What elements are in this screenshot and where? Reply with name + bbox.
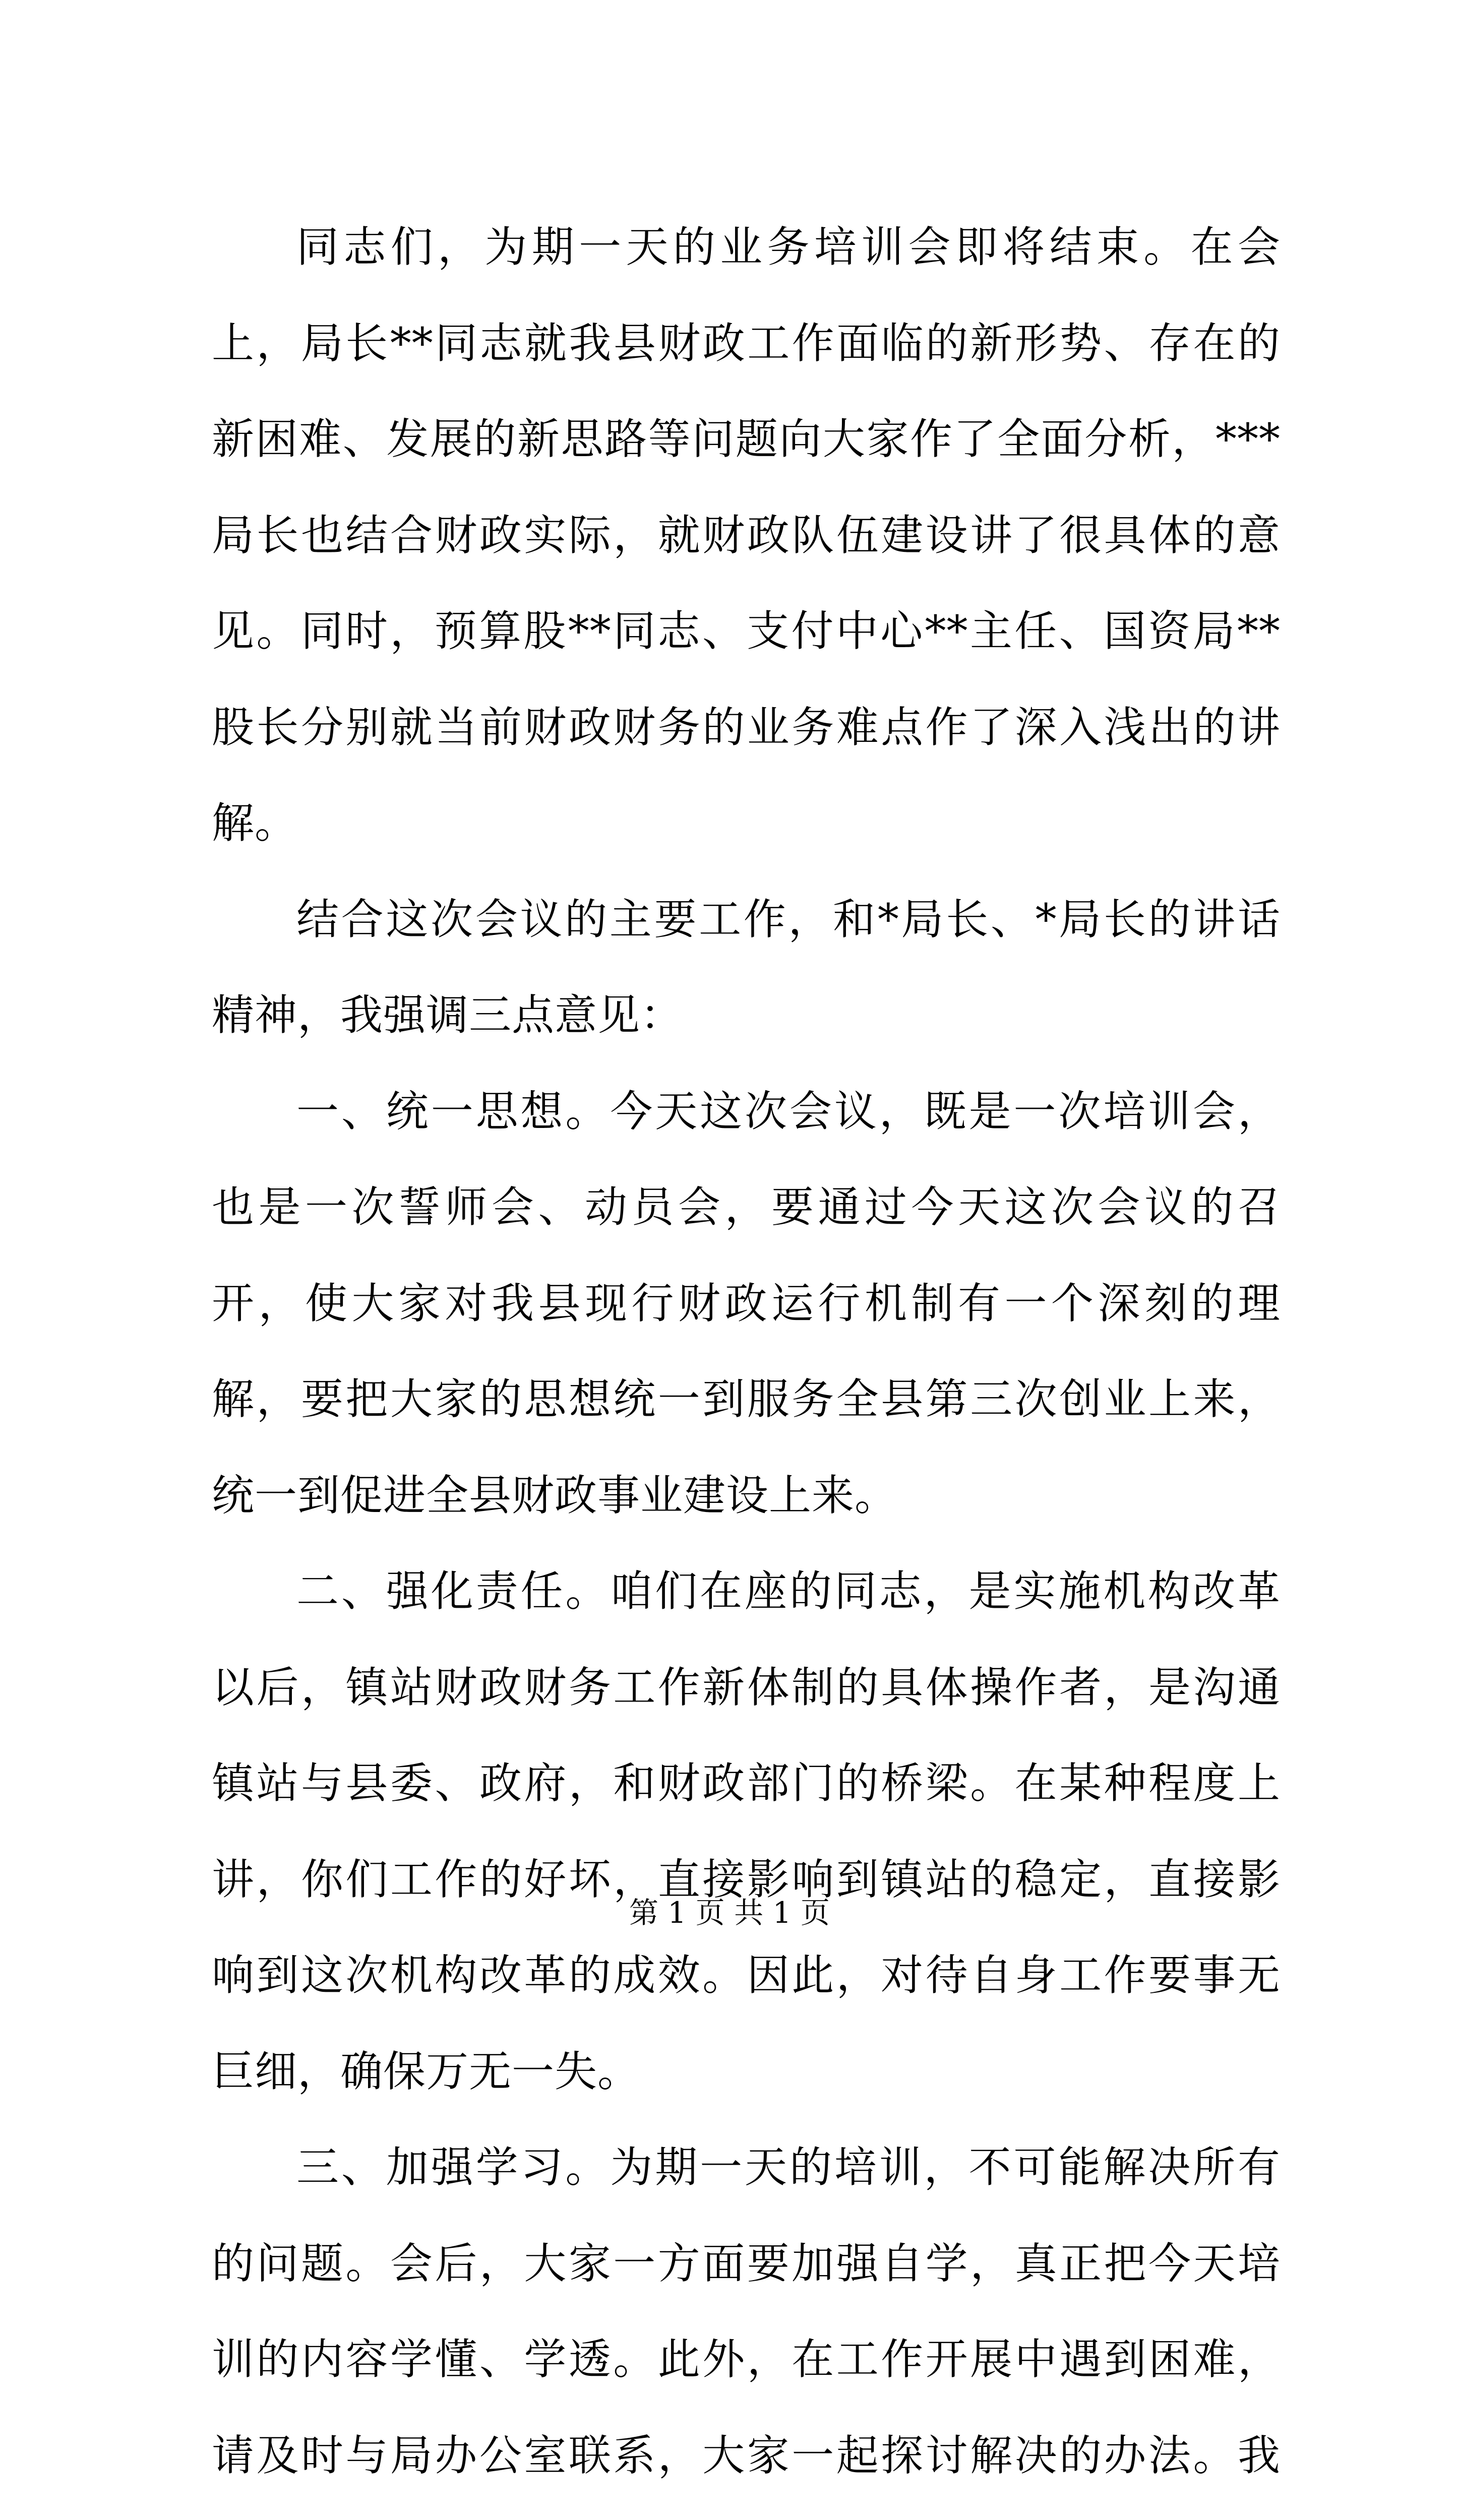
page-number-footer: 第 1 页 共 1 页 [629,1896,830,1930]
paragraph-opening: 同志们，为期一天的业务培训会即将结束。在会上，局长**同志就我县财政工作面临的新形势、存在的新困难、发展的新思路等问题向大家作了全面分析，***局长也结合财政实际，就财政队伍建设讲了很具体的意见。同时，预算股**同志、支付中心**主任、国资局**股长分别就当前财政财务的业务难点作了深入浅出的讲解。 [212,222,1281,848]
paragraph-intro-points: 结合这次会议的主要工作，和*局长、*局长的讲话精神，我强调三点意见： [212,894,1281,1040]
paragraph-point-two: 二、强化责任。咱们在座的同志，是实施机构改革以后，镇站财政财务工作新体制的具体操作者，是沟通镇站与县委、政府，和财政部门的桥梁。在某种程度上讲，你们工作的好坏，直接影响到镇站的稳定，直接影响到这次机构改革的成效。因此，对待自身工作要事无巨细，确保万无一失。 [212,1566,1281,2096]
paragraph-point-one: 一、统一思想。今天这次会议，既是一次培训会，也是一次誓师会、动员会，要通过今天这次会议的召开，使大家对我县现行财政运行机制有一个深刻的理解，要把大家的思想统一到服务全县第三次创业上来，统一到促进全县财政事业建设上来。 [212,1086,1281,1520]
document-body [212,199,1281,2520]
paragraph-point-three: 三、加强学习。为期一天的培训，不可能解决所有的问题。会后，大家一方面要加强自学，真正把今天培训的内容学懂、学透。此外，在工作开展中遇到困难，请及时与局办公室联系，大家一起探讨解决的办法。我 [212,2143,1281,2480]
